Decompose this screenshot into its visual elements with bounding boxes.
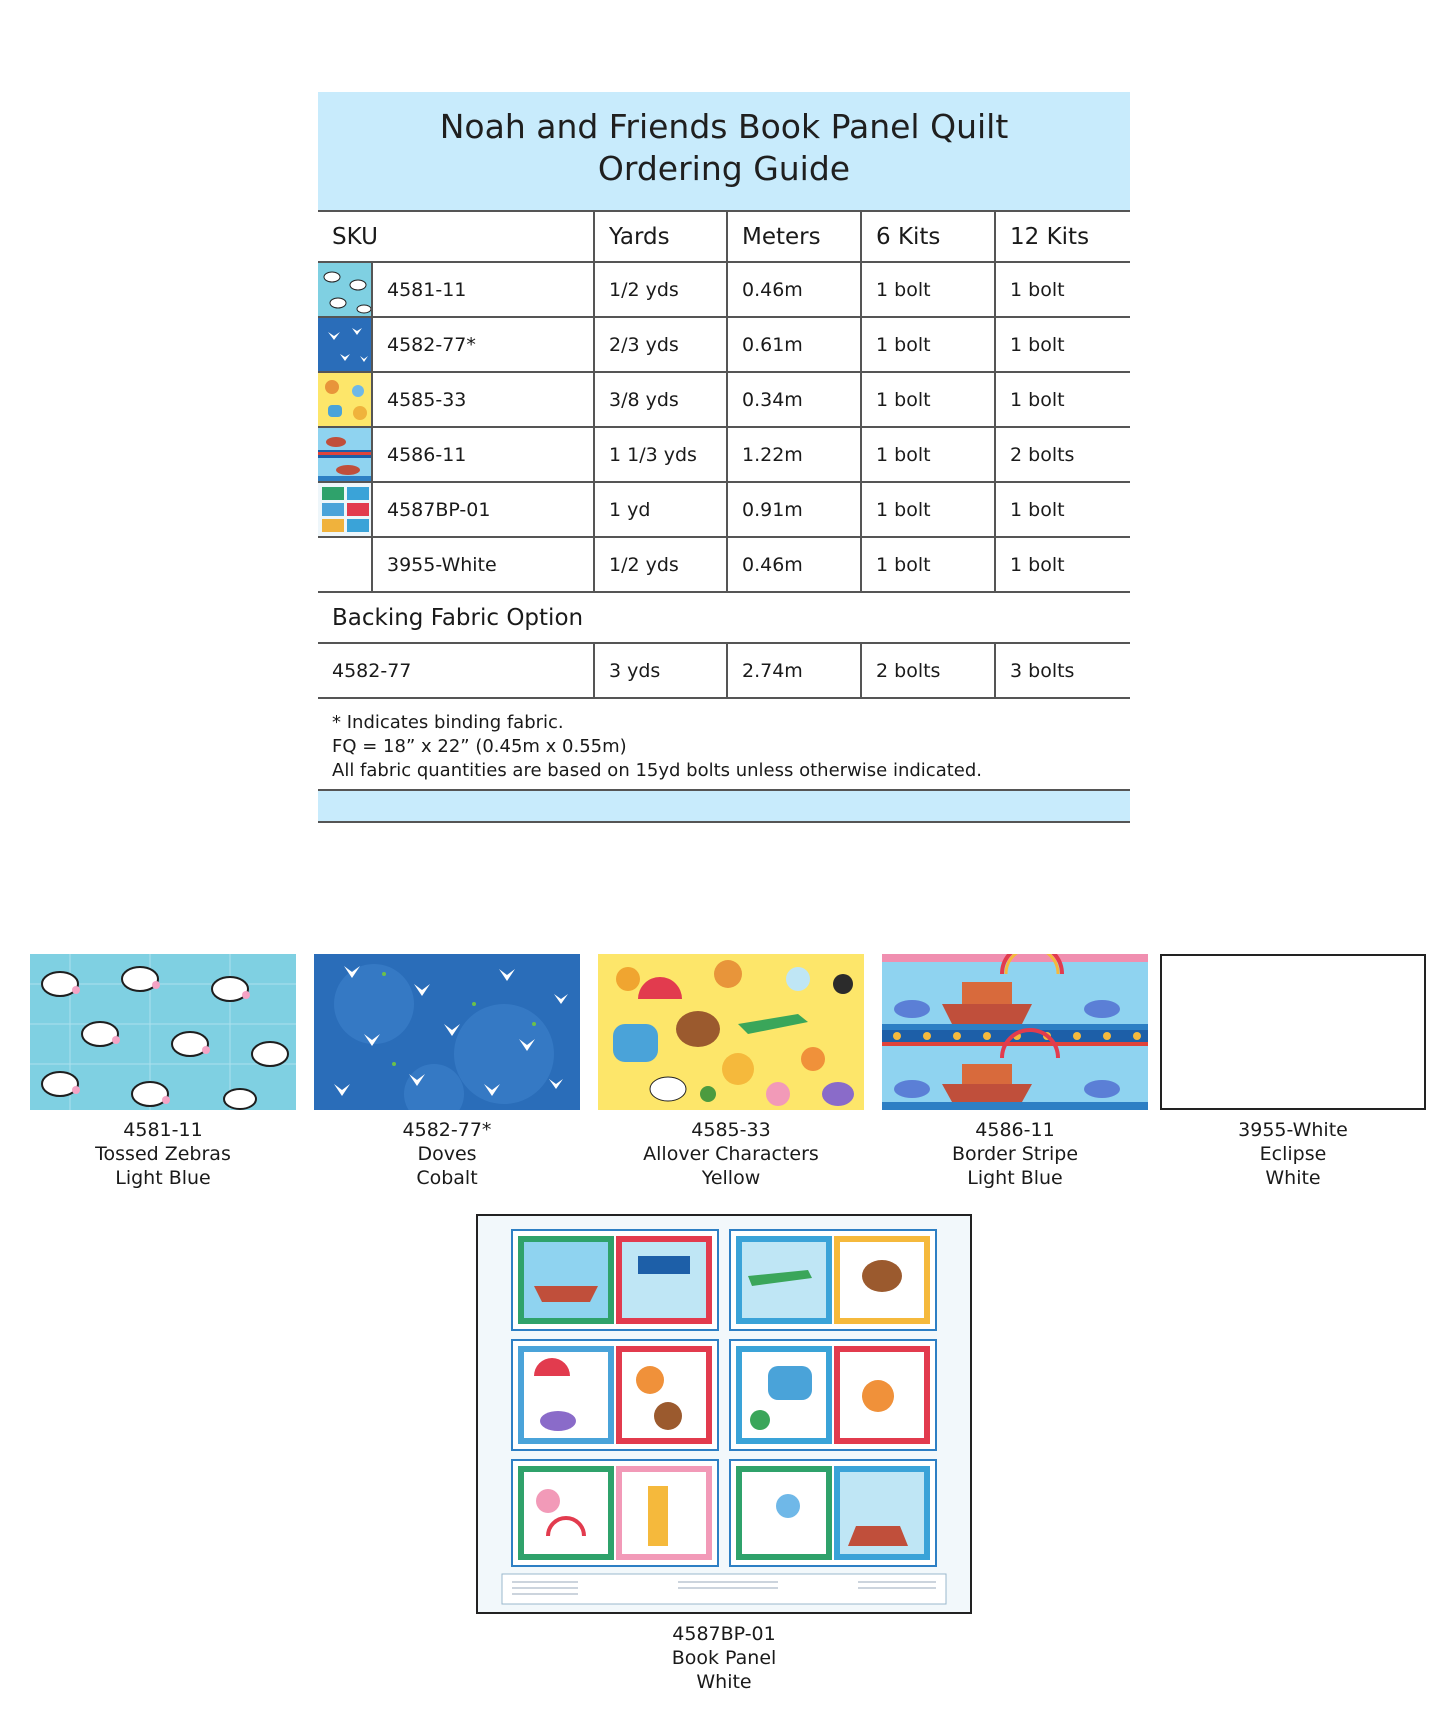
ordering-guide-table <box>318 92 1130 823</box>
zebra-fabric-image <box>30 954 296 1110</box>
backing-fabric-title: Backing Fabric Option <box>318 593 1130 644</box>
swatch-name: Eclipse <box>1259 1143 1327 1165</box>
table-row <box>318 483 1130 538</box>
row-sku: 4582-77* <box>387 333 476 356</box>
swatch-border-stripe <box>882 954 1148 1190</box>
row-6-kits: 1 bolt <box>862 373 996 426</box>
doves-fabric-image <box>314 954 580 1110</box>
table-row <box>318 373 1130 428</box>
row-meters: 0.46m <box>728 538 862 591</box>
swatch-sku: 4585-33 <box>691 1119 771 1141</box>
swatch-sku: 4581-11 <box>123 1119 203 1141</box>
panel-name: Book Panel <box>671 1647 777 1669</box>
header-meters: Meters <box>728 212 862 261</box>
row-sku: 4586-11 <box>387 443 467 466</box>
row-6-kits: 1 bolt <box>862 318 996 371</box>
book-panel-thumbnail <box>318 483 373 536</box>
swatch-color: Yellow <box>701 1167 761 1189</box>
border-stripe-thumbnail <box>318 428 373 481</box>
row-meters: 0.46m <box>728 263 862 316</box>
row-yards: 1 1/3 yds <box>595 428 728 481</box>
row-sku: 4581-11 <box>387 278 467 301</box>
swatch-name: Allover Characters <box>643 1143 819 1165</box>
note-binding: * Indicates binding fabric. <box>332 712 564 733</box>
row-12-kits: 2 bolts <box>1010 443 1075 466</box>
table-row <box>318 263 1130 318</box>
row-6-kits: 1 bolt <box>862 483 996 536</box>
row-12-kits: 1 bolt <box>1010 553 1065 576</box>
table-row <box>318 318 1130 373</box>
header-12-kits: 12 Kits <box>1010 223 1090 250</box>
swatch-sku: 4586-11 <box>975 1119 1055 1141</box>
table-row <box>318 538 1130 593</box>
header-yards: Yards <box>595 212 728 261</box>
swatch-name: Border Stripe <box>951 1143 1079 1165</box>
backing-6-kits: 2 bolts <box>862 644 996 697</box>
swatch-name: Tossed Zebras <box>95 1143 231 1165</box>
row-yards: 3/8 yds <box>595 373 728 426</box>
doves-thumbnail <box>318 318 373 371</box>
header-sku: SKU <box>318 212 595 261</box>
backing-row <box>318 644 1130 699</box>
guide-footer-band <box>318 791 1130 823</box>
row-meters: 0.91m <box>728 483 862 536</box>
row-sku: 4585-33 <box>387 388 467 411</box>
characters-thumbnail <box>318 373 373 426</box>
border-stripe-fabric-image <box>882 954 1148 1110</box>
zebra-thumbnail <box>318 263 373 316</box>
guide-title-line2: Ordering Guide <box>597 149 851 188</box>
row-yards: 1/2 yds <box>595 538 728 591</box>
book-panel-image <box>476 1214 972 1614</box>
row-sku: 3955-White <box>387 553 497 576</box>
row-6-kits: 1 bolt <box>862 538 996 591</box>
guide-title <box>318 92 1130 212</box>
swatch-sku: 3955-White <box>1238 1119 1348 1141</box>
swatch-tossed-zebras <box>30 954 296 1190</box>
row-yards: 1 yd <box>595 483 728 536</box>
white-thumbnail <box>318 538 373 591</box>
white-fabric-image <box>1160 954 1426 1110</box>
guide-title-line1: Noah and Friends Book Panel Quilt <box>439 107 1009 146</box>
row-sku: 4587BP-01 <box>387 498 491 521</box>
swatch-color: Light Blue <box>967 1167 1063 1189</box>
swatch-name: Doves <box>417 1143 477 1165</box>
swatch-sku: 4582-77* <box>402 1119 492 1141</box>
backing-12-kits: 3 bolts <box>1010 659 1075 682</box>
swatch-eclipse-white <box>1160 954 1426 1190</box>
row-12-kits: 1 bolt <box>1010 388 1065 411</box>
row-meters: 0.34m <box>728 373 862 426</box>
row-yards: 1/2 yds <box>595 263 728 316</box>
table-row <box>318 428 1130 483</box>
row-6-kits: 1 bolt <box>862 263 996 316</box>
row-yards: 2/3 yds <box>595 318 728 371</box>
row-meters: 1.22m <box>728 428 862 481</box>
swatch-color: Light Blue <box>115 1167 211 1189</box>
book-panel-caption <box>476 1622 972 1694</box>
panel-color: White <box>696 1671 752 1693</box>
row-12-kits: 1 bolt <box>1010 278 1065 301</box>
swatch-color: White <box>1265 1167 1321 1189</box>
row-12-kits: 1 bolt <box>1010 498 1065 521</box>
table-header-row <box>318 212 1130 263</box>
characters-fabric-image <box>598 954 864 1110</box>
note-fat-quarter: FQ = 18” x 22” (0.45m x 0.55m) <box>332 736 627 757</box>
panel-sku: 4587BP-01 <box>672 1623 776 1645</box>
swatch-allover-characters <box>598 954 864 1190</box>
backing-sku: 4582-77 <box>318 644 595 697</box>
swatch-doves <box>314 954 580 1190</box>
note-bolts: All fabric quantities are based on 15yd bolts unless otherwise indicated. <box>332 760 983 781</box>
backing-meters: 2.74m <box>728 644 862 697</box>
header-6-kits: 6 Kits <box>862 212 996 261</box>
backing-yards: 3 yds <box>595 644 728 697</box>
row-meters: 0.61m <box>728 318 862 371</box>
row-12-kits: 1 bolt <box>1010 333 1065 356</box>
row-6-kits: 1 bolt <box>862 428 996 481</box>
swatch-color: Cobalt <box>416 1167 478 1189</box>
guide-notes <box>318 699 1130 791</box>
